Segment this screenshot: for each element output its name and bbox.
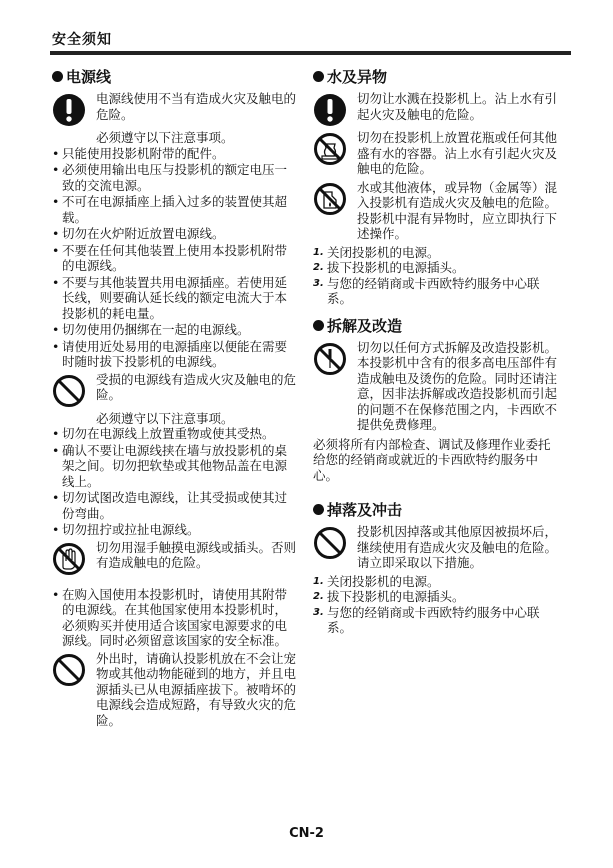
list-item: • 切勿扭拧或拉扯电源线。 [52, 522, 297, 538]
list-item: • 切勿使用仍捆绑在一起的电源线。 [52, 322, 297, 338]
power-note-1: 必须遵守以下注意事项。 [96, 130, 234, 145]
list-item: 3. 与您的经销商或卡西欧特约服务中心联系。 [313, 604, 540, 635]
section-title-water: 水及异物 [313, 66, 558, 87]
prohibition-icon [52, 653, 86, 687]
prohibition-icon [52, 374, 86, 408]
list-item: • 切勿试图改造电源线，让其受损或使其过份弯曲。 [52, 490, 297, 521]
list-item: 1. 关闭投影机的电源。 [313, 573, 440, 589]
section-title-power: 电源线 [52, 66, 297, 87]
no-wet-hands-icon [52, 542, 86, 576]
power-warning-3: 切勿用湿手触摸电源线或插头。否则有造成触电的危险。 [52, 540, 297, 576]
bullet-dot-icon [313, 71, 324, 82]
list-item: • 必须使用输出电压与投影机的额定电压一致的交流电源。 [52, 162, 297, 193]
list-item: • 请使用近处易用的电源插座以便能在需要时随时拔下投影机的电源线。 [52, 339, 297, 370]
list-item: • 只能使用投影机附带的配件。 [52, 146, 297, 162]
power-warning-1: 电源线使用不当有造成火灾及触电的危险。 [52, 91, 297, 127]
water-steps [313, 245, 558, 307]
power-bullets-3 [52, 587, 297, 649]
drop-steps [313, 574, 558, 636]
list-item: • 不要与其他装置共用电源插座。若使用延长线，则要确认延长线的额定电流大于本投影机的耗电量。 [52, 275, 297, 322]
power-warning-4: 外出时，请确认投影机放在不会让宠物或其他动物能碰到的地方，并且电源插头已从电源插座拔下。被啃坏的电源线会造成短路，有导致火灾的危险。 [52, 651, 297, 729]
left-column [52, 66, 297, 731]
list-item: 2. 拔下投影机的电源插头。 [313, 589, 465, 604]
header-rule [50, 51, 571, 55]
list-item: 2. 拔下投影机的电源插头。 [313, 260, 465, 275]
bullet-dot-icon [52, 71, 63, 82]
exclamation-icon [52, 93, 86, 127]
right-column [313, 66, 558, 636]
bullet-dot-icon [313, 320, 324, 331]
list-item: • 切勿在电源线上放置重物或使其受热。 [52, 426, 297, 442]
disassembly-warning: 切勿以任何方式拆解及改造投影机。本投影机中含有的很多高电压部件有造成触电及烫伤的危险。同时还请注意，因非法拆解或改造投影机而引起的问题不在保修范围之内，卡西欧不提供免费修理。 [313, 340, 558, 433]
disassembly-paragraph: 必须将所有内部检查、调试及修理作业委托给您的经销商或就近的卡西欧特约服务中心。 [313, 436, 551, 483]
exclamation-icon [313, 93, 347, 127]
list-item: • 不可在电源插座上插入过多的装置使其超载。 [52, 194, 297, 225]
section-title-disassembly: 拆解及改造 [313, 315, 558, 336]
no-liquid-icon [313, 182, 347, 216]
water-warning-1: 切勿让水溅在投影机上。沾上水有引起火灾及触电的危险。 [313, 91, 558, 127]
drop-warning: 投影机因掉落或其他原因被损坏后，继续使用有造成火灾及触电的危险。请立即采取以下措施。 [313, 524, 558, 571]
list-item: 1. 关闭投影机的电源。 [313, 244, 440, 260]
list-item: • 确认不要让电源线挟在墙与放投影机的桌架之间。切勿把软垫或其他物品盖在电源线上。 [52, 443, 297, 490]
power-note-2: 必须遵守以下注意事项。 [96, 410, 234, 426]
power-bullets-2 [52, 426, 297, 538]
list-item: • 切勿在火炉附近放置电源线。 [52, 226, 297, 242]
page-number: CN-2 [289, 826, 324, 841]
power-warning-2: 受损的电源线有造成火灾及触电的危险。 [52, 372, 297, 408]
water-warning-2: 切勿在投影机上放置花瓶或任何其他盛有水的容器。沾上水有引起火灾及触电的危险。 [313, 130, 558, 177]
bullet-dot-icon [313, 504, 324, 515]
no-disassembly-icon [313, 342, 347, 376]
power-bullets-1 [52, 146, 297, 370]
page-header: 安全须知 [52, 32, 112, 48]
no-vase-icon [313, 132, 347, 166]
section-title-drop: 掉落及冲击 [313, 499, 558, 520]
prohibition-icon [313, 526, 347, 560]
water-warning-3: 水或其他液体，或异物（金属等）混入投影机有造成火灾及触电的危险。投影机中混有异物时，应立即执行下述操作。 [313, 180, 558, 242]
list-item: • 不要在任何其他装置上使用本投影机附带的电源线。 [52, 243, 297, 274]
list-item: • 在购入国使用本投影机时，请使用其附带的电源线。在其他国家使用本投影机时，必须购买并使用适合该国家电源要求的电源线。同时必须留意该国家的安全标准。 [52, 587, 297, 649]
list-item: 3. 与您的经销商或卡西欧特约服务中心联系。 [313, 275, 540, 306]
